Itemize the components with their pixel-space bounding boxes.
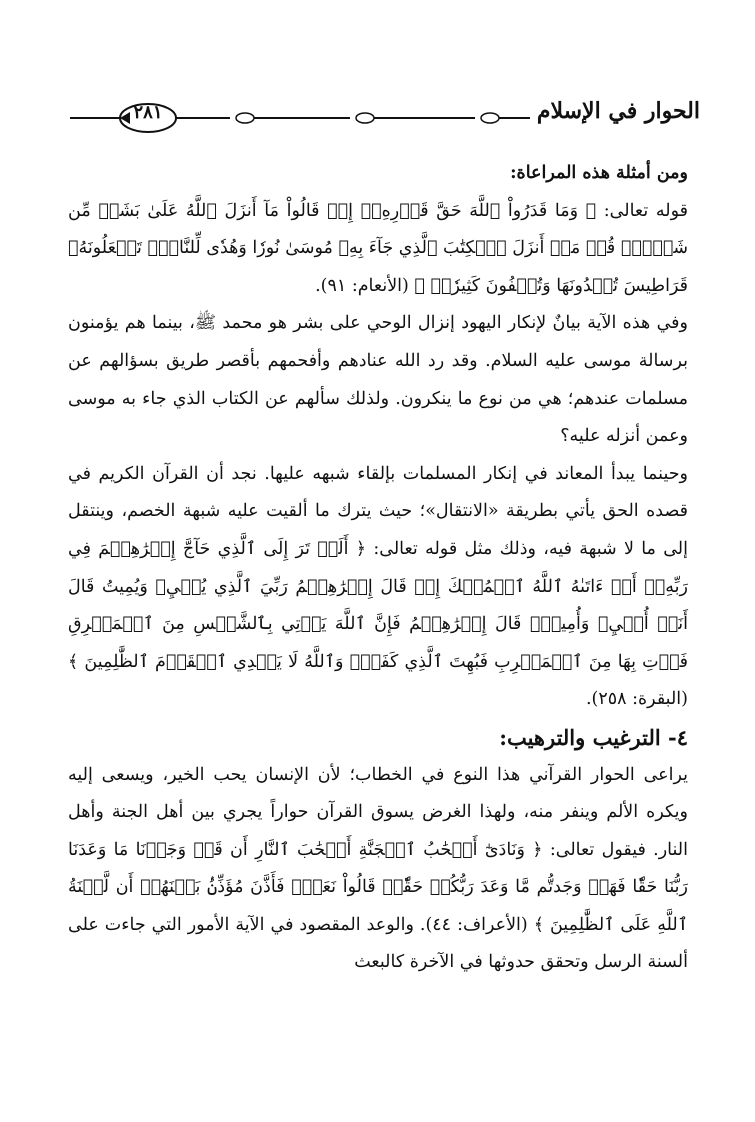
- paragraph-4: يراعى الحوار القرآني هذا النوع في الخطاب؛ لأن الإنسان يحب الخير، ويسعى إليه ويكره الألم وينفر منه، ولهذا الغرض يسوق القرآن حواراً يجري بين أهل الجنة وأهل النار. فيقول تعالى: ﴿ وَنَادَىٰٓ أَصۡحَٰبُ ٱلۡجَنَّةِ أَصۡحَٰبَ ٱلنَّارِ أَن قَدۡ وَجَدۡنَا مَا وَعَدَنَا رَبُّنَا حَقّٗا فَهَلۡ وَجَدتُّم مَّا وَعَدَ رَبُّكُمۡ حَقّٗاۖ قَالُواْ نَعَمۡۚ فَأَذَّنَ مُؤَذِّنُۢ بَيۡنَهُمۡ أَن لَّعۡنَةُ ٱللَّهِ عَلَى ٱلظَّٰلِمِينَ ﴾ (الأعراف: ٤٤). والوعد المقصود في الآية الأمور التي جاءت على ألسنة الرسل وتحقق حدوثها في الآخرة كالبعث: [68, 764, 688, 973]
- running-title: الحوار في الإسلام: [536, 98, 700, 124]
- page-header: [60, 92, 700, 142]
- paragraph-2: وفي هذه الآية بيانٌ لإنكار اليهود إنزال الوحي على بشر هو محمد ﷺ، بينما هم يؤمنون برسالة موسى عليه السلام. وقد رد الله عنادهم وأفحمهم بأقصر طريق بسؤالهم عن مسلمات عندهم؛ هي من نوع ما ينكرون. ولذلك سألهم عن الكتاب الذي جاء به موسى وعمن أنزله عليه؟: [68, 313, 688, 447]
- page-body: [68, 155, 688, 982]
- paragraph-1: قوله تعالى: ﴿ وَمَا قَدَرُواْ ٱللَّهَ حَقَّ قَدۡرِهِۦٓ إِذۡ قَالُواْ مَآ أَنزَلَ ٱللَّهُ عَلَىٰ بَشَرٖ مِّن شَيۡءٖۗ قُلۡ مَنۡ أَنزَلَ ٱلۡكِتَٰبَ ٱلَّذِي جَآءَ بِهِۦ مُوسَىٰ نُورٗا وَهُدٗى لِّلنَّاسِۖ تَجۡعَلُونَهُۥ قَرَاطِيسَ تُبۡدُونَهَا وَتُخۡفُونَ كَثِيرٗاۖ ﴾ (الأنعام: ٩١).: [68, 200, 688, 296]
- paragraph-3: وحينما يبدأ المعاند في إنكار المسلمات بإلقاء شبهه عليها. نجد أن القرآن الكريم في قصده الحق يأتي بطريقة «الانتقال»؛ حيث يترك ما ألقيت عليه شبهة الخصم، وينتقل إلى ما لا شبهة فيه، وذلك مثل قوله تعالى: ﴿ أَلَمۡ تَرَ إِلَى ٱلَّذِي حَآجَّ إِبۡرَٰهِـۧمَ فِي رَبِّهِۦٓ أَنۡ ءَاتَىٰهُ ٱللَّهُ ٱلۡمُلۡكَ إِذۡ قَالَ إِبۡرَٰهِـۧمُ رَبِّيَ ٱلَّذِي يُحۡيِۦ وَيُمِيتُ قَالَ أَنَا۠ أُحۡيِۦ وَأُمِيتُۖ قَالَ إِبۡرَٰهِـۧمُ فَإِنَّ ٱللَّهَ يَأۡتِي بِٱلشَّمۡسِ مِنَ ٱلۡمَشۡرِقِ فَأۡتِ بِهَا مِنَ ٱلۡمَغۡرِبِ فَبُهِتَ ٱلَّذِي كَفَرَۗ وَٱللَّهُ لَا يَهۡدِي ٱلۡقَوۡمَ ٱلظَّٰلِمِينَ ﴾ (البقرة: ٢٥٨).: [68, 463, 688, 710]
- subheading: ومن أمثلة هذه المراعاة:: [510, 163, 688, 183]
- page-number: ٢٨١: [133, 102, 163, 123]
- section-heading: ٤- الترغيب والترهيب:: [499, 724, 688, 750]
